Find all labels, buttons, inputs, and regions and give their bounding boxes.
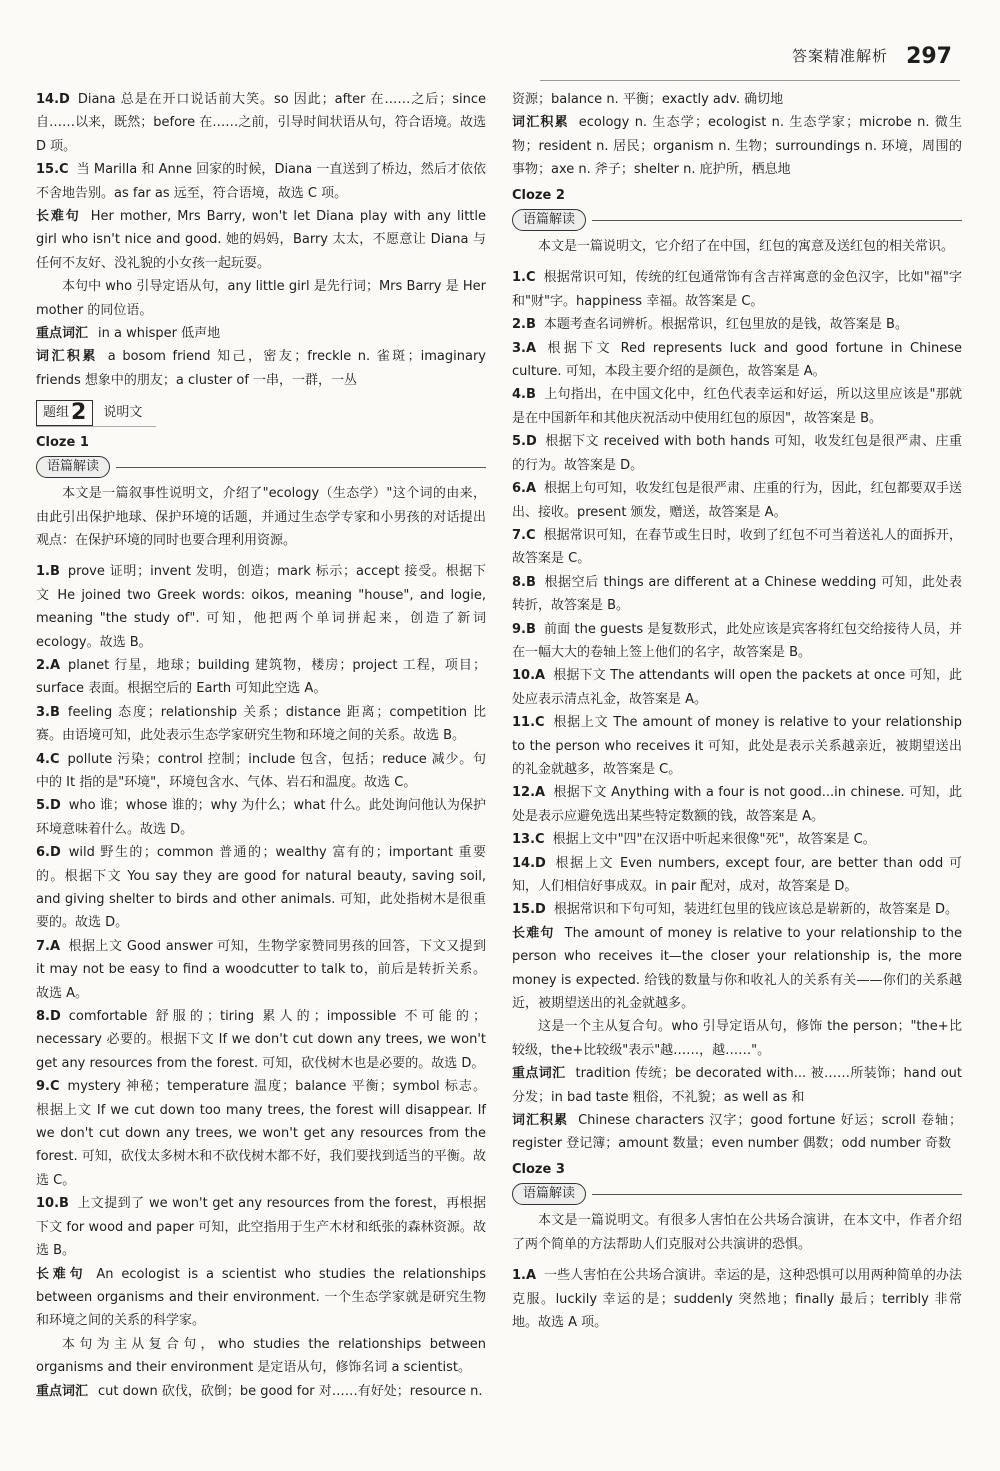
- group-box: [36, 400, 93, 425]
- answer-text: 前面 the guests 是复数形式，此处应该是宾客将红包交给接待人员，并在一幅大大的卷轴上签上他们的名字，故答案是 B。: [512, 621, 962, 660]
- spacer: [512, 1256, 962, 1264]
- header-rule: [540, 80, 960, 81]
- answer-item: [36, 88, 486, 158]
- section-rule: [116, 467, 486, 468]
- answer-key: 5.D: [36, 798, 61, 814]
- answer-text: 根据下文 The attendants will open the packets at once 可知，此处应表示清点礼金，故答案是 A。: [512, 668, 962, 707]
- answer-text: 根据下文 Anything with a four is not good...in chinese. 可知，此处是表示应避免选出某些特定数额的钱，故答案是 A。: [512, 785, 962, 824]
- answer-text: prove 证明；invent 发明，创造；mark 标示；accept 接受。根据下文 He joined two Greek words: oikos, meaning "house", and logie, meaning "the study of". 可知，他把两个单词拼起来，创造了新词 ecology。故选 B。: [36, 564, 486, 650]
- answer-item: [512, 524, 962, 571]
- answer-item: [512, 781, 962, 828]
- answer-key: 10.A: [512, 668, 546, 684]
- answer-item: [36, 654, 486, 701]
- note-tag: 重点词汇: [36, 1383, 89, 1399]
- spacer: [512, 258, 962, 266]
- answer-key: 1.A: [512, 1268, 537, 1284]
- answer-text: 根据上文 Good answer 可知，生物学家赞同男孩的回答，下文又提到 it may not be easy to find a woodcutter to talk to，前后是转折关系。故选 A。: [36, 938, 486, 1001]
- note-text: tradition 传统；be decorated with... 被……所装饰；hand out 分发；in bad taste 粗俗，不礼貌；as well as 和: [512, 1066, 962, 1105]
- answer-item: [36, 701, 486, 748]
- note-text: Chinese characters 汉字；good fortune 好运；scroll 卷轴；register 登记簿；amount 数量；even number 偶数；odd number 奇数: [512, 1113, 962, 1152]
- answer-key: 14.D: [512, 855, 546, 871]
- answer-key: 9.B: [512, 621, 536, 637]
- note-text: An ecologist is a scientist who studies the relationships between organisms and their environment. 一个生态学家就是研究生物和环境之间的关系的科学家。: [36, 1266, 486, 1329]
- spacer: [36, 552, 486, 560]
- answer-text: Diana 总是在开口说话前大笑。so 因此；after 在……之后；since 自……以来，既然；before 在……之前，引导时间状语从句，符合语境。故选 D 项。: [36, 92, 486, 154]
- header-title: 答案精准解析: [792, 47, 889, 66]
- answer-text: who 谁；whose 谁的；why 为什么；what 什么。此处询问他认为保护环境意味着什么。故选 D。: [36, 798, 486, 837]
- answer-item: [512, 852, 962, 899]
- note-tag: 长难句: [36, 209, 81, 225]
- answer-item: [36, 794, 486, 841]
- answer-key: 2.B: [512, 317, 536, 333]
- group-heading: [36, 400, 156, 426]
- answer-text: 上文提到了 we won't get any resources from the forest，再根据下文 for wood and paper 可知，此空指用于生产木材和纸张的森林资源。故选 B。: [36, 1196, 486, 1259]
- answer-key: 7.C: [512, 527, 536, 543]
- answer-text: feeling 态度；relationship 关系；distance 距离；competition 比赛。由语境可知，此处表示生态学家研究生物和环境之间的关系。故选 B。: [36, 704, 486, 744]
- note-paragraph: [36, 1263, 486, 1333]
- answer-key: 12.A: [512, 785, 546, 801]
- answer-text: 根据上文中"四"在汉语中听起来很像"死"，故答案是 C。: [552, 832, 876, 848]
- paragraph: 资源；balance n. 平衡；exactly adv. 确切地: [512, 92, 784, 107]
- answer-item: [512, 711, 962, 781]
- answer-key: 3.A: [512, 340, 537, 356]
- section-rule: [592, 1194, 962, 1195]
- answer-text: 根据常识和下句可知，装进红包里的钱应该总是崭新的，故答案是 D。: [553, 902, 958, 918]
- answer-item: [36, 748, 486, 795]
- answer-key: 4.C: [36, 751, 60, 767]
- answer-key: 3.B: [36, 704, 60, 720]
- answer-text: 根据上句可知，收发红包是很严肃、庄重的行为，因此，红包都要双手送出、接收。present 颁发，赠送，故答案是 A。: [512, 481, 962, 520]
- answer-item: [512, 266, 962, 313]
- answer-item: [36, 935, 486, 1005]
- cloze-heading: Cloze 3: [512, 1161, 565, 1177]
- answer-item: [512, 828, 962, 851]
- note-paragraph: [512, 922, 962, 1016]
- answer-item: [512, 571, 962, 618]
- note-paragraph: [36, 322, 486, 345]
- note-tag: 重点词汇: [512, 1066, 566, 1082]
- section-label: 语篇解读: [36, 456, 110, 478]
- answer-text: planet 行星，地球；building 建筑物，楼房；project 工程，项目；surface 表面。根据空后的 Earth 可知此空选 A。: [36, 657, 486, 697]
- note-text: cut down 砍伐，砍倒；be good for 对……有好处；resource n.: [98, 1383, 483, 1399]
- answer-text: 根据常识可知，传统的红包通常饰有含吉祥寓意的金色汉字，比如"福"字和"财"字。happiness 幸福。故答案是 C。: [512, 270, 962, 309]
- answer-key: 2.A: [36, 657, 61, 673]
- answer-key: 8.D: [36, 1009, 61, 1025]
- answer-item: [512, 664, 962, 711]
- group-box-label: 题组: [43, 405, 70, 421]
- note-tag: 重点词汇: [36, 326, 89, 342]
- answer-text: 根据下文 received with both hands 可知，收发红包是很严肃、庄重的行为。故答案是 D。: [512, 434, 962, 473]
- answer-item: [512, 618, 962, 665]
- answer-key: 1.C: [512, 270, 536, 286]
- answer-text: 当 Marilla 和 Anne 回家的时候，Diana 一直送到了桥边，然后才依依不舍地告别。as far as 远至，符合语境，故选 C 项。: [36, 162, 486, 201]
- answer-item: [36, 560, 486, 654]
- note-tag: 长难句: [36, 1266, 87, 1282]
- left-column: [36, 88, 486, 1403]
- answer-item: [512, 477, 962, 524]
- note-paragraph: [512, 1062, 962, 1109]
- note-text: a bosom friend 知己，密友；freckle n. 雀斑；imaginary friends 想象中的朋友；a cluster of 一串，一群，一丛: [36, 349, 486, 388]
- note-tag: 词汇积累: [36, 349, 98, 365]
- answer-item: [512, 313, 962, 336]
- indented-paragraph: 本句中 who 引导定语从句，any little girl 是先行词；Mrs Barry 是 Her mother 的同位语。: [36, 279, 486, 318]
- cloze-heading: Cloze 2: [512, 187, 565, 203]
- answer-text: 上句指出，在中国文化中，红色代表幸运和好运，所以这里应该是"那就是在中国新年和其他庆祝活动中使用红包的原因"，故答案是 B。: [512, 387, 962, 426]
- answer-text: 根据上文 The amount of money is relative to your relationship to the person who receives it 可知，此处是表示关系越亲近，被期望送出的礼金就越多，故答案是 C。: [512, 715, 962, 777]
- answer-key: 9.C: [36, 1079, 60, 1095]
- answer-key: 10.B: [36, 1196, 69, 1212]
- answer-item: [512, 383, 962, 430]
- note-paragraph: [36, 345, 486, 392]
- group-label: 说明文: [103, 405, 143, 421]
- note-paragraph: [36, 1380, 486, 1403]
- note-paragraph: [512, 111, 962, 181]
- answer-text: wild 野生的；common 普通的；wealthy 富有的；important 重要的。根据下文 You say they are good for natural beauty, saving soil, and giving shelter to birds and other animals. 可知，此处指树木是很重要的。故选 D。: [36, 845, 486, 931]
- answer-key: 5.D: [512, 434, 537, 450]
- answer-text: 根据常识可知，在春节或生日时，收到了红包不可当着送礼人的面拆开，故答案是 C。: [512, 527, 962, 567]
- section-label: 语篇解读: [512, 209, 586, 231]
- answer-item: [512, 430, 962, 477]
- cloze-heading: Cloze 1: [36, 434, 89, 450]
- answer-key: 4.B: [512, 387, 536, 403]
- answer-key: 15.C: [36, 162, 69, 178]
- answer-key: 8.B: [512, 574, 536, 590]
- indented-paragraph: 本文是一篇说明文。有很多人害怕在公共场合演讲，在本文中，作者介绍了两个简单的方法帮助人们克服对公共演讲的恐惧。: [512, 1213, 962, 1252]
- answer-key: 11.C: [512, 715, 545, 731]
- note-paragraph: [36, 205, 486, 275]
- section-label: 语篇解读: [512, 1183, 586, 1205]
- answer-key: 14.D: [36, 92, 70, 107]
- note-text: ecology n. 生态学；ecologist n. 生态学家；microbe n. 微生物；resident n. 居民；organism n. 生物；surroundings n. 环境，周围的事物；axe n. 斧子；shelter n. 庇护所，栖息地: [512, 115, 962, 178]
- answer-text: 根据空后 things are different at a Chinese wedding 可知，此处表转折，故答案是 B。: [512, 574, 962, 614]
- answer-key: 6.A: [512, 481, 537, 497]
- answer-item: [36, 1075, 486, 1192]
- answer-text: 一些人害怕在公共场合演讲。幸运的是，这种恐惧可以用两种简单的办法克服。luckily 幸运的是；suddenly 突然地；finally 最后；terribly 非常地。故选 A 项。: [512, 1268, 962, 1330]
- section-heading: [512, 1183, 962, 1205]
- page-number: 297: [906, 44, 952, 70]
- answer-key: 6.D: [36, 845, 61, 861]
- answer-text: 本题考查名词辨析。根据常识，红包里放的是钱，故答案是 B。: [543, 317, 908, 333]
- answer-key: 15.D: [512, 902, 546, 918]
- indented-paragraph: 本句为主从复合句，who studies the relationships between organisms and their environment 是定语从句，修饰名词 a scientist。: [36, 1336, 486, 1376]
- answer-item: [512, 898, 962, 921]
- answer-text: comfortable 舒服的；tiring 累人的；impossible 不可能的；necessary 必要的。根据下文 If we don't cut down any trees, we won't get any resources from the forest. 可知，砍伐树木也是必要的。故选 D。: [36, 1009, 486, 1071]
- section-heading: [512, 209, 962, 231]
- indented-paragraph: 本文是一篇叙事性说明文，介绍了"ecology（生态学）"这个词的由来，由此引出保护地球、保护环境的话题，并通过生态学专家和小男孩的对话提出观点：在保护环境的同时也要合理利用资源。: [36, 486, 486, 548]
- note-text: Her mother, Mrs Barry, won't let Diana play with any little girl who isn't nice and good. 她的妈妈，Barry 太太，不愿意让 Diana 与任何不友好、没礼貌的小女孩一起玩耍。: [36, 209, 486, 271]
- section-rule: [592, 220, 962, 221]
- answer-text: pollute 污染；control 控制；include 包含，包括；reduce 减少。句中的 It 指的是"环境"，环境包含水、气体、岩石和温度。故选 C。: [36, 751, 486, 790]
- answer-item: [512, 337, 962, 384]
- answer-key: 7.A: [36, 938, 61, 954]
- answer-key: 1.B: [36, 564, 60, 580]
- note-paragraph: [512, 1109, 962, 1156]
- answer-text: 根据上文 Even numbers, except four, are better than odd 可知，人们相信好事成双。in pair 配对，成对，故答案是 D。: [512, 855, 962, 894]
- note-tag: 词汇积累: [512, 115, 569, 131]
- answer-item: [512, 1264, 962, 1334]
- right-column: [512, 88, 962, 1334]
- answer-key: 13.C: [512, 832, 545, 848]
- answer-item: [36, 158, 486, 205]
- page-header: [792, 42, 952, 72]
- section-heading: [36, 456, 486, 478]
- answer-text: 根据下文 Red represents luck and good fortune in Chinese culture. 可知，本段主要介绍的是颜色，故答案是 A。: [512, 340, 962, 380]
- note-text: The amount of money is relative to your relationship to the person who receives it—the closer your relationship is, the more money is expected. 给钱的数量与你和收礼人的关系有关——你们的关系越近，被期望送出的礼金就越多。: [512, 925, 962, 1012]
- group-number: 2: [71, 400, 87, 426]
- indented-paragraph: 本文是一篇说明文，它介绍了在中国，红包的寓意及送红包的相关常识。: [538, 239, 955, 255]
- answer-item: [36, 841, 486, 935]
- answer-item: [36, 1192, 486, 1262]
- note-tag: 长难句: [512, 925, 555, 941]
- note-text: in a whisper 低声地: [98, 326, 221, 342]
- answer-item: [36, 1005, 486, 1075]
- indented-paragraph: 这是一个主从复合句。who 引导定语从句，修饰 the person；"the+比较级，the+比较级"表示"越……，越……"。: [512, 1019, 962, 1058]
- note-tag: 词汇积累: [512, 1113, 569, 1129]
- answer-text: mystery 神秘；temperature 温度；balance 平衡；symbol 标志。根据上文 If we cut down too many trees, the forest will disappear. If we don't cut down any trees, we won't get any resources from the forest. 可知，砍伐太多树木和不砍伐树木都不好，我们要找到适当的平衡。故选 C。: [36, 1079, 486, 1188]
